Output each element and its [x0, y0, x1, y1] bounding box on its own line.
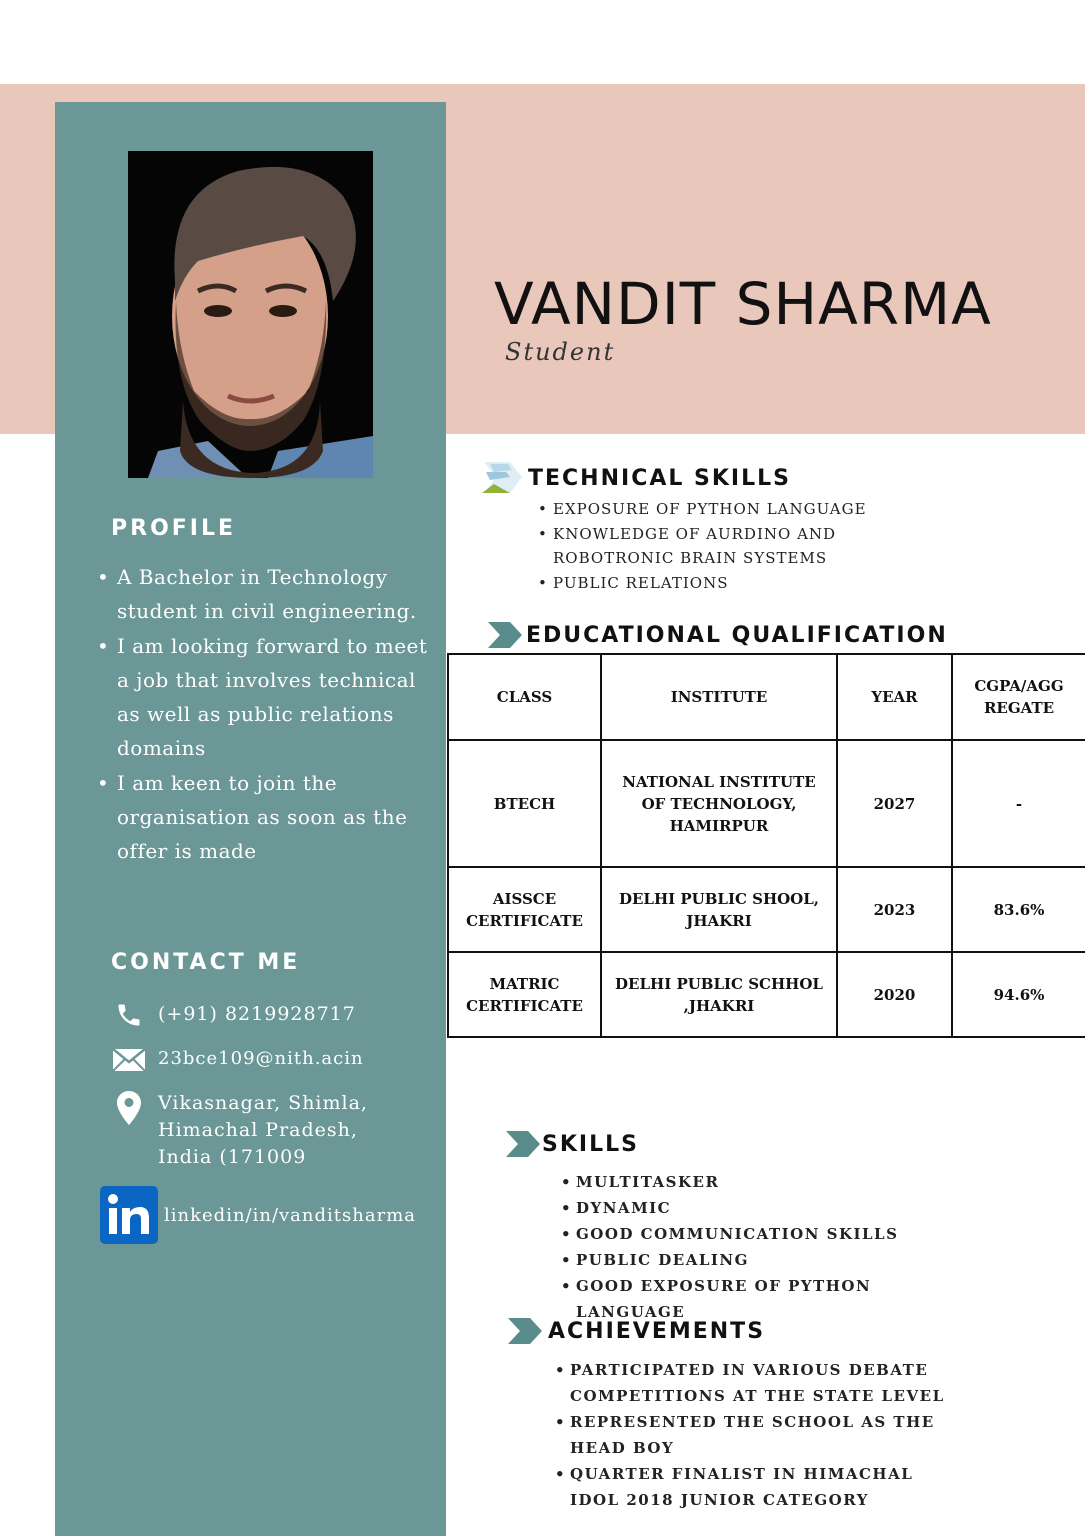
skills-heading: SKILLS [504, 1129, 639, 1159]
skill-item: • PUBLIC DEALING [561, 1247, 981, 1273]
table-cell: 2023 [837, 867, 952, 952]
table-row [448, 952, 1085, 1037]
chevron-icon [486, 620, 524, 650]
contact-linkedin[interactable] [100, 1186, 416, 1244]
email-address[interactable]: 23bce109@nith.acin [158, 1048, 364, 1069]
skill-item: • GOOD EXPOSURE OF PYTHON LANGUAGE [561, 1273, 981, 1325]
table-row [448, 740, 1085, 867]
profile-list [97, 560, 437, 869]
table-cell: 83.6% [952, 867, 1085, 952]
profile-item: • I am keen to join the organisation as soon as the offer is made [97, 766, 437, 869]
candidate-role: Student [505, 338, 616, 366]
achievements-list [555, 1357, 955, 1513]
skill-item: • GOOD COMMUNICATION SKILLS [561, 1221, 981, 1247]
skill-item: • DYNAMIC [561, 1195, 981, 1221]
skill-item: • MULTITASKER [561, 1169, 981, 1195]
phone-number: (+91) 8219928717 [158, 1003, 356, 1025]
profile-item: • I am looking forward to meet a job that involves technical as well as public relations domains [97, 629, 437, 766]
table-cell: 2020 [837, 952, 952, 1037]
table-cell: BTECH [448, 740, 601, 867]
contact-phone [100, 998, 356, 1032]
profile-photo [128, 151, 373, 478]
education-heading: EDUCATIONAL QUALIFICATION [486, 620, 948, 650]
table-cell: - [952, 740, 1085, 867]
table-cell: 2027 [837, 740, 952, 867]
landscape-icon [480, 460, 524, 496]
table-cell: 94.6% [952, 952, 1085, 1037]
achievements-heading: ACHIEVEMENTS [506, 1316, 765, 1346]
table-header-cell: YEAR [837, 654, 952, 740]
table-header-cell: INSTITUTE [601, 654, 837, 740]
contact-heading: CONTACT ME [111, 950, 301, 975]
profile-item: • A Bachelor in Technology student in civil engineering. [97, 560, 437, 629]
phone-icon [100, 998, 158, 1032]
table-row [448, 867, 1085, 952]
contact-address [100, 1090, 388, 1171]
technical-skill-item: • PUBLIC RELATIONS [538, 571, 958, 596]
profile-heading: PROFILE [111, 516, 237, 541]
table-header-cell: CGPA/AGG REGATE [952, 654, 1085, 740]
technical-skill-item: • EXPOSURE OF PYTHON LANGUAGE [538, 497, 958, 522]
table-cell: DELHI PUBLIC SHOOL, JHAKRI [601, 867, 837, 952]
technical-skills-list [538, 497, 958, 595]
location-pin-icon [100, 1090, 158, 1126]
table-cell: MATRIC CERTIFICATE [448, 952, 601, 1037]
email-icon [100, 1043, 158, 1077]
achievement-item: • PARTICIPATED IN VARIOUS DEBATE COMPETITIONS AT THE STATE LEVEL [555, 1357, 955, 1409]
skills-list [561, 1169, 981, 1325]
chevron-icon [504, 1129, 542, 1159]
address-text: Vikasnagar, Shimla, Himachal Pradesh, India (171009 [158, 1092, 368, 1168]
linkedin-url[interactable]: linkedin/in/vanditsharma [164, 1204, 416, 1226]
achievement-item: • QUARTER FINALIST IN HIMACHAL IDOL 2018 JUNIOR CATEGORY [555, 1461, 955, 1513]
table-cell: AISSCE CERTIFICATE [448, 867, 601, 952]
education-table [447, 653, 1085, 1038]
contact-email [100, 1043, 364, 1077]
linkedin-icon[interactable] [100, 1186, 158, 1244]
table-cell: DELHI PUBLIC SCHHOL ,JHAKRI [601, 952, 837, 1037]
table-cell: NATIONAL INSTITUTE OF TECHNOLOGY, HAMIRPUR [601, 740, 837, 867]
technical-skill-item: • KNOWLEDGE OF AURDINO AND ROBOTRONIC BRAIN SYSTEMS [538, 522, 958, 571]
table-header-cell: CLASS [448, 654, 601, 740]
chevron-icon [506, 1316, 546, 1346]
candidate-name: VANDIT SHARMA [494, 270, 992, 338]
achievement-item: • REPRESENTED THE SCHOOL AS THE HEAD BOY [555, 1409, 955, 1461]
technical-skills-heading: TECHNICAL SKILLS [480, 460, 791, 496]
table-header-row [448, 654, 1085, 740]
